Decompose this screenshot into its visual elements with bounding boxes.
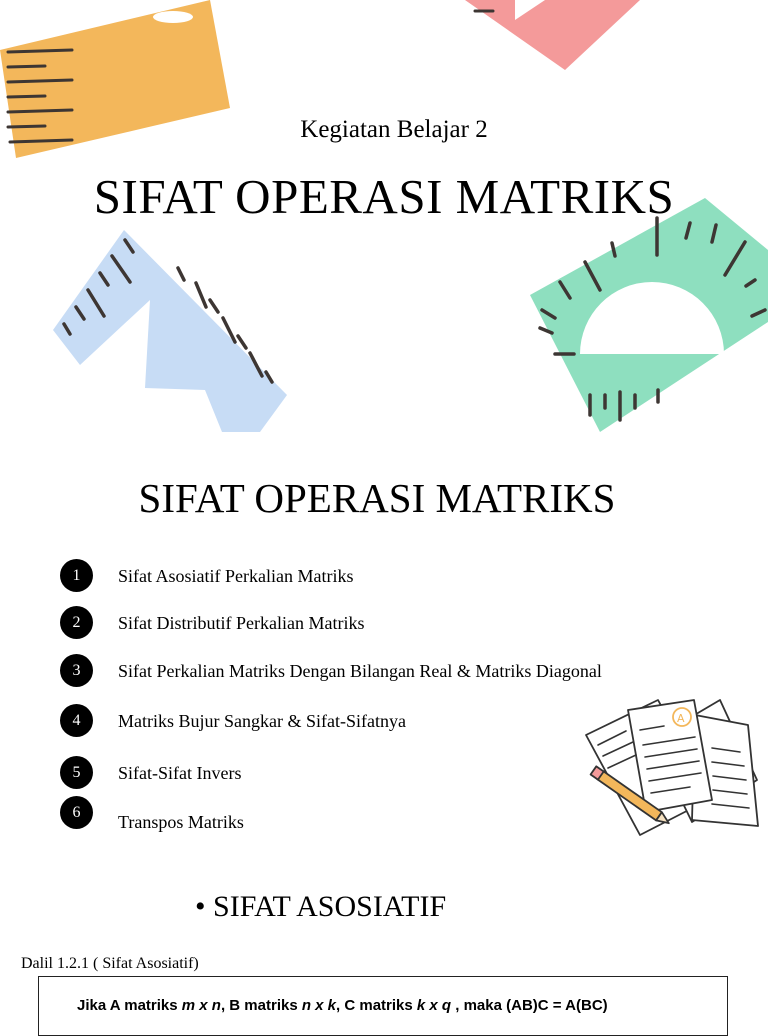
list-item-label: Sifat-Sifat Invers [118, 763, 242, 783]
list-item-label: Sifat Distributif Perkalian Matriks [118, 613, 365, 633]
page-title: SIFAT OPERASI MATRIKS [93, 169, 675, 224]
lesson-subtitle: Kegiatan Belajar 2 [300, 116, 488, 143]
list-item-label: Sifat Perkalian Matriks Dengan Bilangan Real & Matriks Diagonal [118, 661, 602, 681]
bullet-icon: • [195, 890, 206, 923]
statement-dim: m x n [181, 997, 221, 1014]
statement-part: , maka (AB)C = A(BC) [451, 997, 608, 1014]
number-badge: 5 [60, 756, 93, 789]
number-badge: 6 [60, 796, 93, 829]
statement-part: , B matriks [220, 997, 302, 1014]
svg-text:A: A [677, 712, 685, 725]
number-badge: 1 [60, 559, 93, 592]
list-item [0, 606, 768, 646]
theorem-box [38, 976, 728, 1036]
statement-part: , C matriks [336, 997, 417, 1014]
blue-ruler-icon [53, 230, 287, 432]
number-badge: 4 [60, 704, 93, 737]
list-item-label: Matriks Bujur Sangkar & Sifat-Sifatnya [118, 711, 406, 731]
number-badge: 2 [60, 606, 93, 639]
list-item [0, 704, 768, 744]
statement-dim: k x q [416, 997, 452, 1014]
pink-ruler-icon [465, 0, 640, 70]
list-item-label: Sifat Asosiatif Perkalian Matriks [118, 566, 354, 586]
list-item [0, 798, 768, 838]
number-badge: 3 [60, 654, 93, 687]
statement-dim: n x k [301, 997, 337, 1014]
list-item [0, 559, 768, 599]
list-item-label: Transpos Matriks [118, 812, 244, 832]
list-item [0, 654, 768, 694]
section-title: SIFAT OPERASI MATRIKS [138, 475, 616, 521]
list-item [0, 756, 768, 796]
statement-part: Jika A matriks [77, 997, 182, 1014]
theorem-statement [77, 997, 608, 1014]
protractor-icon [530, 198, 768, 432]
subsection-heading-text: SIFAT ASOSIATIF [213, 890, 447, 923]
theorem-label: Dalil 1.2.1 ( Sifat Asosiatif) [21, 955, 199, 972]
subsection-heading [195, 890, 446, 924]
